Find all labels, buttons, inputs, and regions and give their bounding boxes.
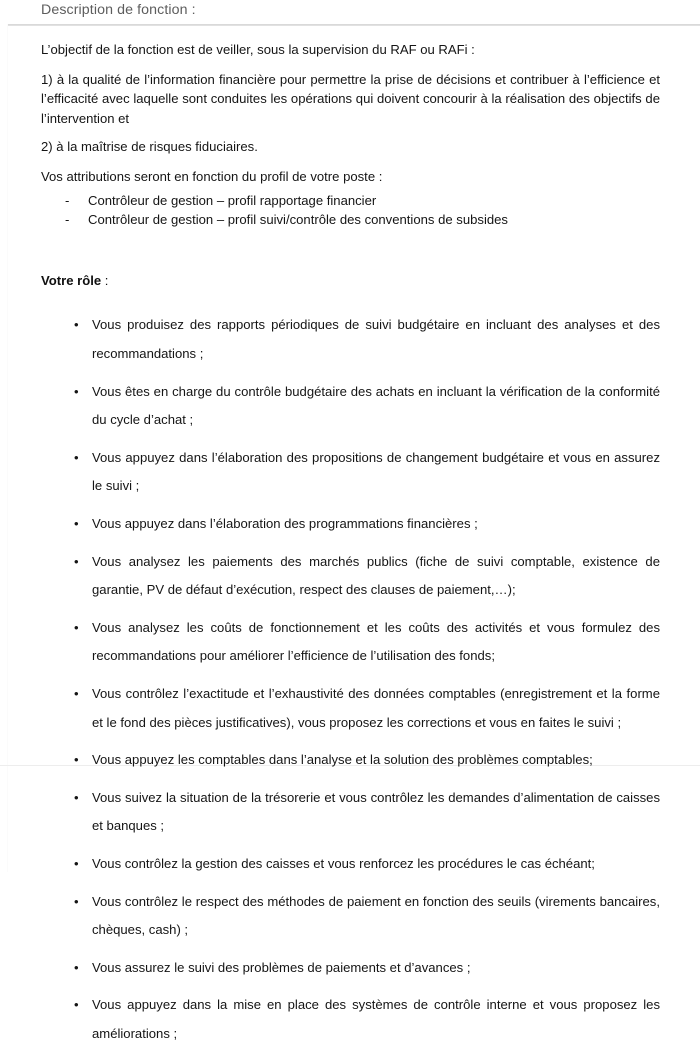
role-bullet-list [0, 311, 700, 1048]
list-item [0, 888, 700, 945]
list-item [0, 444, 700, 501]
bullet-marker-icon: • [74, 685, 79, 701]
list-item-label: Vous êtes en charge du contrôle budgétaire des achats en incluant la vérification de la conformité du cycle d’achat ; [92, 383, 660, 428]
list-item-label: Vous contrôlez le respect des méthodes de paiement en fonction des seuils (virements bancaires, chèques, cash) ; [92, 893, 660, 938]
bullet-marker-icon: • [74, 383, 79, 399]
list-item-label: Vous analysez les paiements des marchés publics (fiche de suivi comptable, existence de garantie, PV de défaut d’exécution, respect des clauses de paiement,…); [92, 553, 660, 598]
bullet-marker-icon: • [74, 619, 79, 635]
list-item-label: Vous appuyez dans l’élaboration des propositions de changement budgétaire et vous en assurez le suivi ; [92, 449, 660, 494]
dash-marker: - [65, 193, 70, 209]
bullet-marker-icon: • [74, 515, 79, 531]
list-item [0, 680, 700, 737]
list-item-label: Vous contrôlez la gestion des caisses et vous renforcez les procédures le cas échéant; [92, 855, 595, 871]
list-item-label: Vous suivez la situation de la trésorerie et vous contrôlez les demandes d’alimentation de caisses et banques ; [92, 789, 660, 834]
bullet-marker-icon: • [74, 997, 79, 1013]
list-item-label: Contrôleur de gestion – profil suivi/contrôle des conventions de subsides [88, 211, 508, 227]
list-item-label: Vous appuyez dans la mise en place des systèmes de contrôle interne et vous proposez les améliorations ; [92, 997, 660, 1041]
list-item-label: Contrôleur de gestion – profil rapportage financier [88, 193, 377, 209]
list-item [0, 192, 700, 211]
section-spacer [0, 229, 700, 271]
list-item [0, 850, 700, 879]
list-item-label: Vous produisez des rapports périodiques de suivi budgétaire en incluant des analyses et des recommandations ; [92, 317, 660, 361]
bullet-marker-icon: • [74, 553, 79, 569]
bullet-marker-icon: • [74, 789, 79, 805]
section-heading-label: Votre rôle [41, 273, 102, 289]
intro-point-2-paragraph: 2) à la maîtrise de risques fiduciaires. [41, 138, 258, 154]
attributions-lead-paragraph: Vos attributions seront en fonction du profil de votre poste : [41, 169, 383, 185]
profile-dash-list [0, 192, 700, 229]
bullet-marker-icon: • [74, 855, 79, 871]
role-list-spacer [0, 290, 700, 311]
list-item [0, 991, 700, 1048]
bullet-marker-icon: • [74, 449, 79, 465]
bullet-marker-icon: • [74, 752, 79, 768]
section-heading-votre-role [0, 271, 700, 290]
document-header [0, 0, 700, 26]
page-title: Description de fonction : [41, 2, 196, 18]
list-item-label: Vous appuyez dans l’élaboration des programmations financières ; [92, 515, 478, 531]
bullet-marker-icon: • [74, 893, 79, 909]
list-item [0, 510, 700, 539]
list-item [0, 784, 700, 841]
section-heading-suffix: : [101, 273, 109, 289]
list-item [0, 548, 700, 605]
document-body [0, 26, 700, 1048]
dash-marker: - [65, 211, 70, 227]
bullet-marker-icon: • [74, 959, 79, 975]
intro-point-1-paragraph: 1) à la qualité de l’information financière pour permettre la prise de décisions et contribuer à l’efficience et l’efficacité avec laquelle sont conduites les opérations qui doivent concourir à la réalisation des objectifs de l’intervention et [41, 72, 660, 126]
list-item [0, 746, 700, 775]
list-item [0, 954, 700, 983]
list-item [0, 311, 700, 368]
list-item [0, 614, 700, 671]
list-item-label: Vous assurez le suivi des problèmes de paiements et d’avances ; [92, 959, 471, 975]
intro-lead-paragraph: L’objectif de la fonction est de veiller, sous la supervision du RAF ou RAFi : [41, 42, 475, 57]
list-item-label: Vous contrôlez l’exactitude et l’exhaustivité des données comptables (enregistrement et la forme et le fond des pièces justificatives), vous proposez les corrections et vous en faites le suivi ; [92, 685, 660, 730]
list-item [0, 211, 700, 230]
list-item [0, 378, 700, 435]
list-item-label: Vous appuyez les comptables dans l’analyse et la solution des problèmes comptables; [92, 752, 593, 768]
list-item-label: Vous analysez les coûts de fonctionnement et les coûts des activités et vous formulez des recommandations pour améliorer l’efficience de l’utilisation des fonds; [92, 619, 660, 664]
bullet-marker-icon: • [74, 317, 79, 333]
